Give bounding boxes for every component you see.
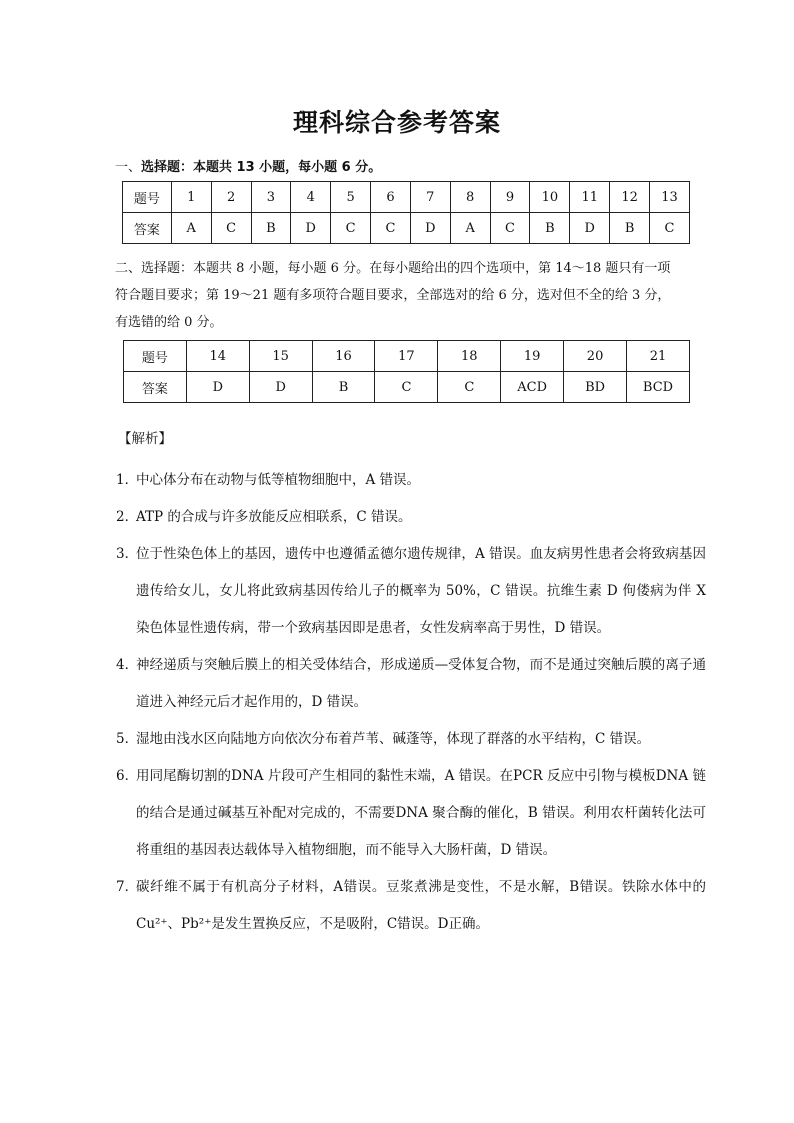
table-cell: 6 xyxy=(371,182,411,213)
list-item xyxy=(116,721,706,758)
table-cell: B xyxy=(610,213,650,244)
table-cell: C xyxy=(331,213,371,244)
table-label-number: 题号 xyxy=(124,341,187,372)
list-item xyxy=(116,462,706,499)
table-cell: B xyxy=(312,372,375,403)
table-cell: 13 xyxy=(650,182,690,213)
table-cell: 4 xyxy=(291,182,331,213)
analysis-label: 【解析】 xyxy=(118,431,172,447)
item-text: 中心体分布在动物与低等植物细胞中，A 错误。 xyxy=(136,472,421,488)
table-cell: 8 xyxy=(450,182,490,213)
table-cell: 2 xyxy=(211,182,251,213)
item-number: 1． xyxy=(116,472,139,488)
table-cell: D xyxy=(291,213,331,244)
table-cell: A xyxy=(450,213,490,244)
table-cell: D xyxy=(249,372,312,403)
section2-heading xyxy=(115,255,705,336)
table-cell: C xyxy=(490,213,530,244)
table-cell: 18 xyxy=(438,341,501,372)
table-cell: C xyxy=(371,213,411,244)
item-text: 湿地由浅水区向陆地方向依次分布着芦苇、碱蓬等，体现了群落的水平结构，C 错误。 xyxy=(136,731,651,747)
item-text: 位于性染色体上的基因，遗传中也遵循孟德尔遗传规律，A 错误。血友病男性患者会将致病基因遗传给女儿，女儿将此致病基因传给儿子的概率为 50%，C 错误。抗维生素 D 佝偻病为伴 X 染色体显性遗传病，带一个致病基因即是患者，女性发病率高于男性，D 错误。 xyxy=(136,546,706,636)
item-number: 2． xyxy=(116,509,139,525)
table-cell: 20 xyxy=(564,341,627,372)
item-text: 用同尾酶切割的DNA 片段可产生相同的黏性末端，A 错误。在PCR 反应中引物与模板DNA 链的结合是通过碱基互补配对完成的，不需要DNA 聚合酶的催化，B 错误。利用农杆菌转化法可将重组的基因表达载体导入植物细胞，而不能导入大肠杆菌，D 错误。 xyxy=(136,768,706,858)
item-number: 7． xyxy=(116,879,139,895)
table-cell: BD xyxy=(564,372,627,403)
table-cell: D xyxy=(570,213,610,244)
table-cell: 21 xyxy=(627,341,690,372)
table-cell: 5 xyxy=(331,182,371,213)
list-item xyxy=(116,869,706,943)
table-cell: C xyxy=(375,372,438,403)
list-item xyxy=(116,499,706,536)
answer-table-1 xyxy=(122,181,690,244)
table-cell: ACD xyxy=(501,372,564,403)
section2-heading-line: 有选错的给 0 分。 xyxy=(115,315,223,330)
list-item xyxy=(116,758,706,869)
table-cell: 17 xyxy=(375,341,438,372)
table-label-answer: 答案 xyxy=(123,213,172,244)
section1-heading-text: 选择题：本题共 13 小题，每小题 6 分。 xyxy=(141,160,382,175)
table-cell: 11 xyxy=(570,182,610,213)
section2-heading-line: 符合题目要求；第 19～21 题有多项符合题目要求，全部选对的给 6 分，选对但不全的给 3 分， xyxy=(115,288,671,303)
table-cell: 14 xyxy=(186,341,249,372)
table-cell: C xyxy=(438,372,501,403)
item-text: 神经递质与突触后膜上的相关受体结合，形成递质—受体复合物，而不是通过突触后膜的离子通道进入神经元后才起作用的，D 错误。 xyxy=(136,657,706,710)
table-cell: A xyxy=(171,213,211,244)
table-cell: 9 xyxy=(490,182,530,213)
item-number: 3． xyxy=(116,546,139,562)
table-cell: 19 xyxy=(501,341,564,372)
item-text: ATP 的合成与许多放能反应相联系，C 错误。 xyxy=(136,509,412,525)
table-cell: 7 xyxy=(410,182,450,213)
table-cell: 10 xyxy=(530,182,570,213)
table-cell: 1 xyxy=(171,182,211,213)
table-cell: BCD xyxy=(627,372,690,403)
table-cell: D xyxy=(410,213,450,244)
table-cell: 15 xyxy=(249,341,312,372)
table-label-number: 题号 xyxy=(123,182,172,213)
list-item xyxy=(116,536,706,647)
table-cell: B xyxy=(530,213,570,244)
table-cell: B xyxy=(251,213,291,244)
section1-prefix: 一、 xyxy=(115,160,142,175)
item-text: 碳纤维不属于有机高分子材料，A错误。豆浆煮沸是变性，不是水解，B错误。铁除水体中的Cu²⁺、Pb²⁺是发生置换反应，不是吸附，C错误。D正确。 xyxy=(136,879,706,932)
table-cell: 16 xyxy=(312,341,375,372)
table-cell: C xyxy=(650,213,690,244)
table-cell: C xyxy=(211,213,251,244)
table-row xyxy=(124,372,690,403)
answer-table-2 xyxy=(123,340,690,403)
table-row xyxy=(124,341,690,372)
section1-heading xyxy=(115,154,705,181)
page-title: 理科综合参考答案 xyxy=(292,108,501,137)
table-row xyxy=(123,182,690,213)
list-item xyxy=(116,647,706,721)
item-number: 4． xyxy=(116,657,139,673)
section2-heading-line: 二、选择题：本题共 8 小题，每小题 6 分。在每小题给出的四个选项中，第 14～18 题只有一项 xyxy=(115,261,671,276)
analysis-list xyxy=(116,462,706,943)
item-number: 5． xyxy=(116,731,139,747)
table-row xyxy=(123,213,690,244)
item-number: 6． xyxy=(116,768,139,784)
table-cell: 12 xyxy=(610,182,650,213)
table-label-answer: 答案 xyxy=(124,372,187,403)
table-cell: 3 xyxy=(251,182,291,213)
table-cell: D xyxy=(186,372,249,403)
